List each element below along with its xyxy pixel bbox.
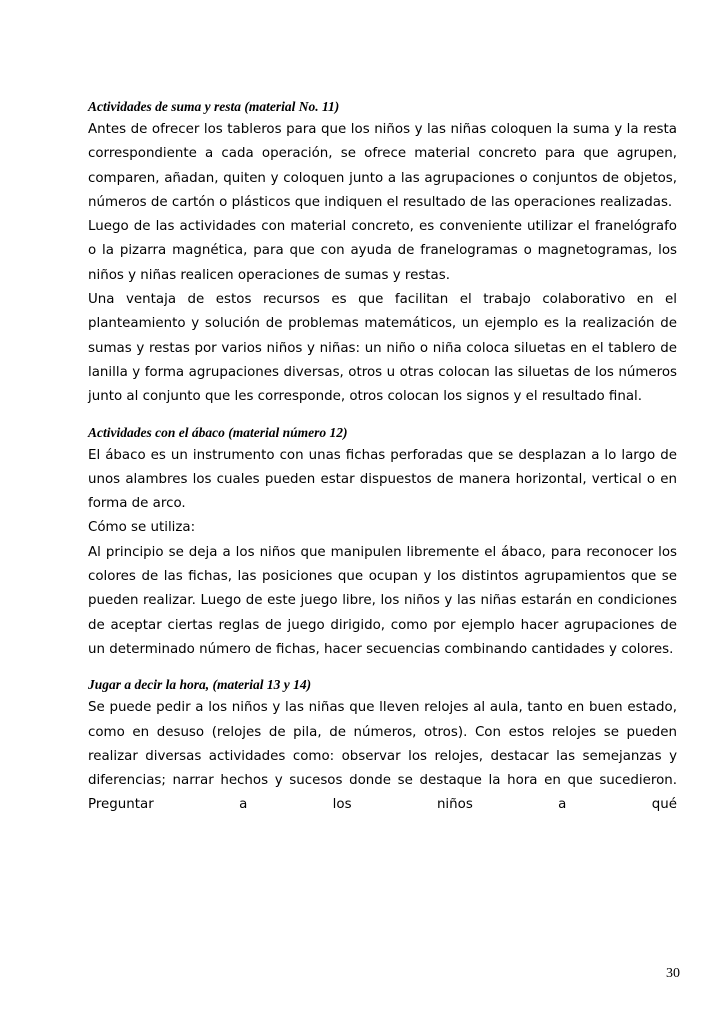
paragraph: El ábaco es un instrumento con unas fichas perforadas que se desplazan a lo largo de unos alambres los cuales pueden estar dispuestos de manera horizontal, vertical o en forma de arco. [88, 447, 677, 512]
paragraph: Antes de ofrecer los tableros para que los niños y las niñas coloquen la suma y la resta correspondiente a cada operación, se ofrece material concreto para que agrupen, comparen, añadan, quiten y coloquen junto a las agrupaciones o conjuntos de objetos, números de cartón o plásticos que indiquen el resultado de las operaciones realizadas. [88, 122, 677, 210]
section-suma-resta [88, 97, 677, 410]
paragraph: Luego de las actividades con material concreto, es conveniente utilizar el franelógrafo o la pizarra magnética, para que con ayuda de franelogramas o magnetogramas, los niños y niñas realicen operaciones de sumas y restas. [88, 219, 677, 283]
page-number: 30 [666, 966, 680, 981]
paragraph: Al principio se deja a los niños que manipulen libremente el ábaco, para reconocer los colores de las fichas, las posiciones que ocupan y los distintos agrupamientos que se pueden realizar. Luego de este juego libre, los niños y las niñas estarán en condiciones de aceptar ciertas reglas de juego dirigido, como por ejemplo hacer agrupaciones de un determinado número de fichas, hacer secuencias combinando cantidades y colores. [88, 544, 677, 657]
section-heading: Jugar a decir la hora, (material 13 y 14) [88, 677, 312, 693]
section-heading: Actividades de suma y resta (material No. 11) [88, 99, 340, 114]
paragraph: Una ventaja de estos recursos es que facilitan el trabajo colaborativo en el planteamiento y solución de problemas matemáticos, un ejemplo es la realización de sumas y restas por varios niños y niñas: un niño o niña coloca siluetas en el tablero de lanilla y forma agrupaciones diversas, otros u otras colocan las siluetas de los números junto al conjunto que les corresponde, otros colocan los signos y el resultado final. [88, 292, 677, 405]
paragraph: Cómo se utiliza: [88, 520, 196, 536]
paragraph: Se puede pedir a los niños y las niñas que lleven relojes al aula, tanto en buen estado, como en desuso (relojes de pila, de números, otros). Con estos relojes se pueden realizar diversas actividades como: observar los relojes, destacar las semejanzas y diferencias; narrar hechos y sucesos donde se destaque la hora en que sucedieron. Preguntar a los niños a qué [88, 700, 677, 813]
section-abaco [88, 423, 677, 663]
section-decir-la-hora [88, 675, 677, 817]
section-heading: Actividades con el ábaco (material número 12) [88, 424, 348, 440]
document-page [88, 97, 677, 818]
